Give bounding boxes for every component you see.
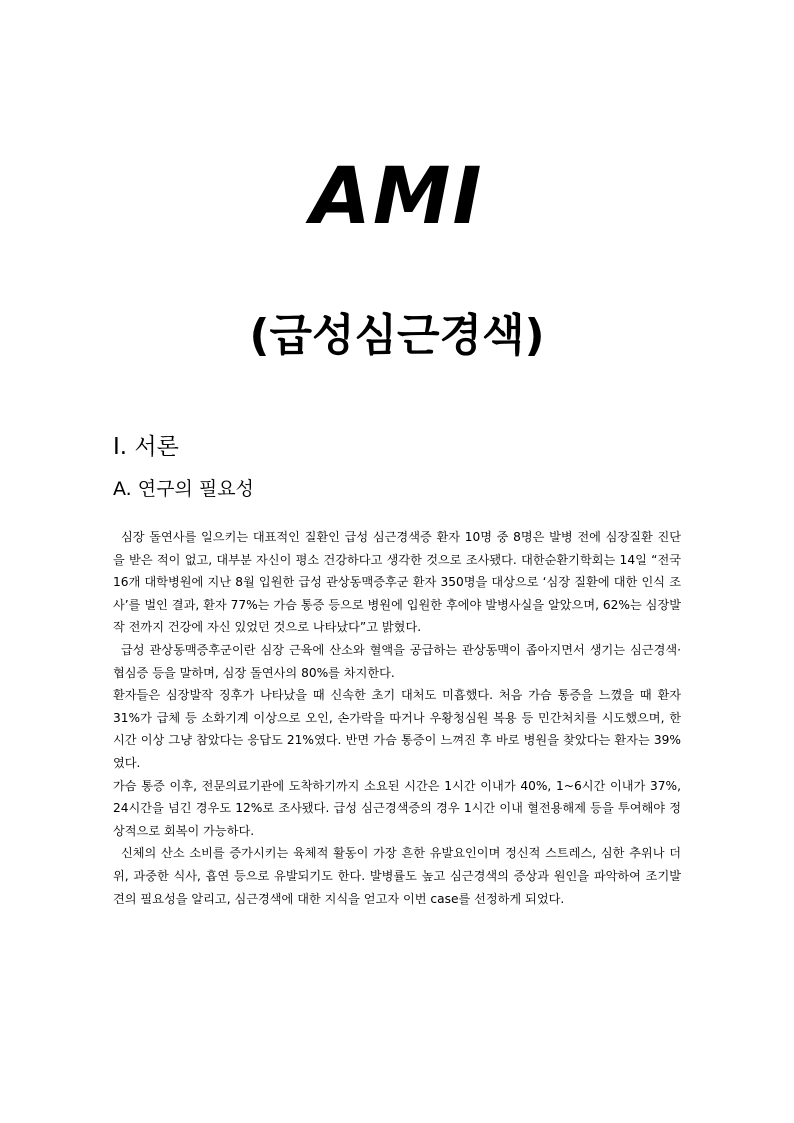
paragraph: 가슴 통증 이후, 전문의료기관에 도착하기까지 소요된 시간은 1시간 이내가 40%, 1~6시간 이내가 37%, 24시간을 넘긴 경우도 12%로 조사됐다. 급성 심근경색증의 경우 1시간 이내 혈전용해제 등을 투여해야 정상적으로 회복이 가능하다. [113,778,681,838]
paragraph: 환자들은 심장발작 징후가 나타났을 때 신속한 초기 대처도 미흡했다. 처음 가슴 통증을 느꼈을 때 환자 31%가 급체 등 소화기계 이상으로 오인, 손가락을 따거나 우황청심원 복용 등 민간처치를 시도했으며, 한 시간 이상 그냥 참았다는 응답도 21%였다. 반면 가슴 통증이 느껴진 후 바로 병원을 찾았다는 환자는 39%였다. [113,688,681,770]
section-heading: Ⅰ. 서론 [113,434,179,460]
paragraph: 심장 돌연사를 일으키는 대표적인 질환인 급성 심근경색증 환자 10명 중 8명은 발병 전에 심장질환 진단을 받은 적이 없고, 대부분 자신이 평소 건강하다고 생각한 것으로 조사됐다. 대한순환기학회는 14일 “전국 16개 대학병원에 지난 8월 입원한 급성 관상동맥증후군 환자 350명을 대상으로 ‘심장 질환에 대한 인식 조사’를 벌인 결과, 환자 77%는 가슴 통증 등으로 병원에 입원한 후에야 발병사실을 알았으며, 62%는 심장발작 전까지 건강에 자신 있었던 것으로 나타났다”고 밝혔다. [113,530,681,635]
document-title: AMI [310,152,484,242]
paragraph: 급성 관상동맥증후군이란 심장 근육에 산소와 혈액을 공급하는 관상동맥이 좁아지면서 생기는 심근경색·협심증 등을 말하며, 심장 돌연사의 80%를 차지한다. [113,642,681,680]
subsection-heading: A. 연구의 필요성 [113,478,254,500]
paragraph: 신체의 산소 소비를 증가시키는 육체적 활동이 가장 흔한 유발요인이며 정신적 스트레스, 심한 추위나 더위, 과중한 식사, 흡연 등으로 유발되기도 한다. 발병률도 높고 심근경색의 증상과 원인을 파악하여 조기발견의 필요성을 알리고, 심근경색에 대한 지식을 얻고자 이번 case를 선정하게 되었다. [113,846,681,906]
body-text [113,526,681,910]
document-subtitle: (급성심근경색) [249,310,545,361]
